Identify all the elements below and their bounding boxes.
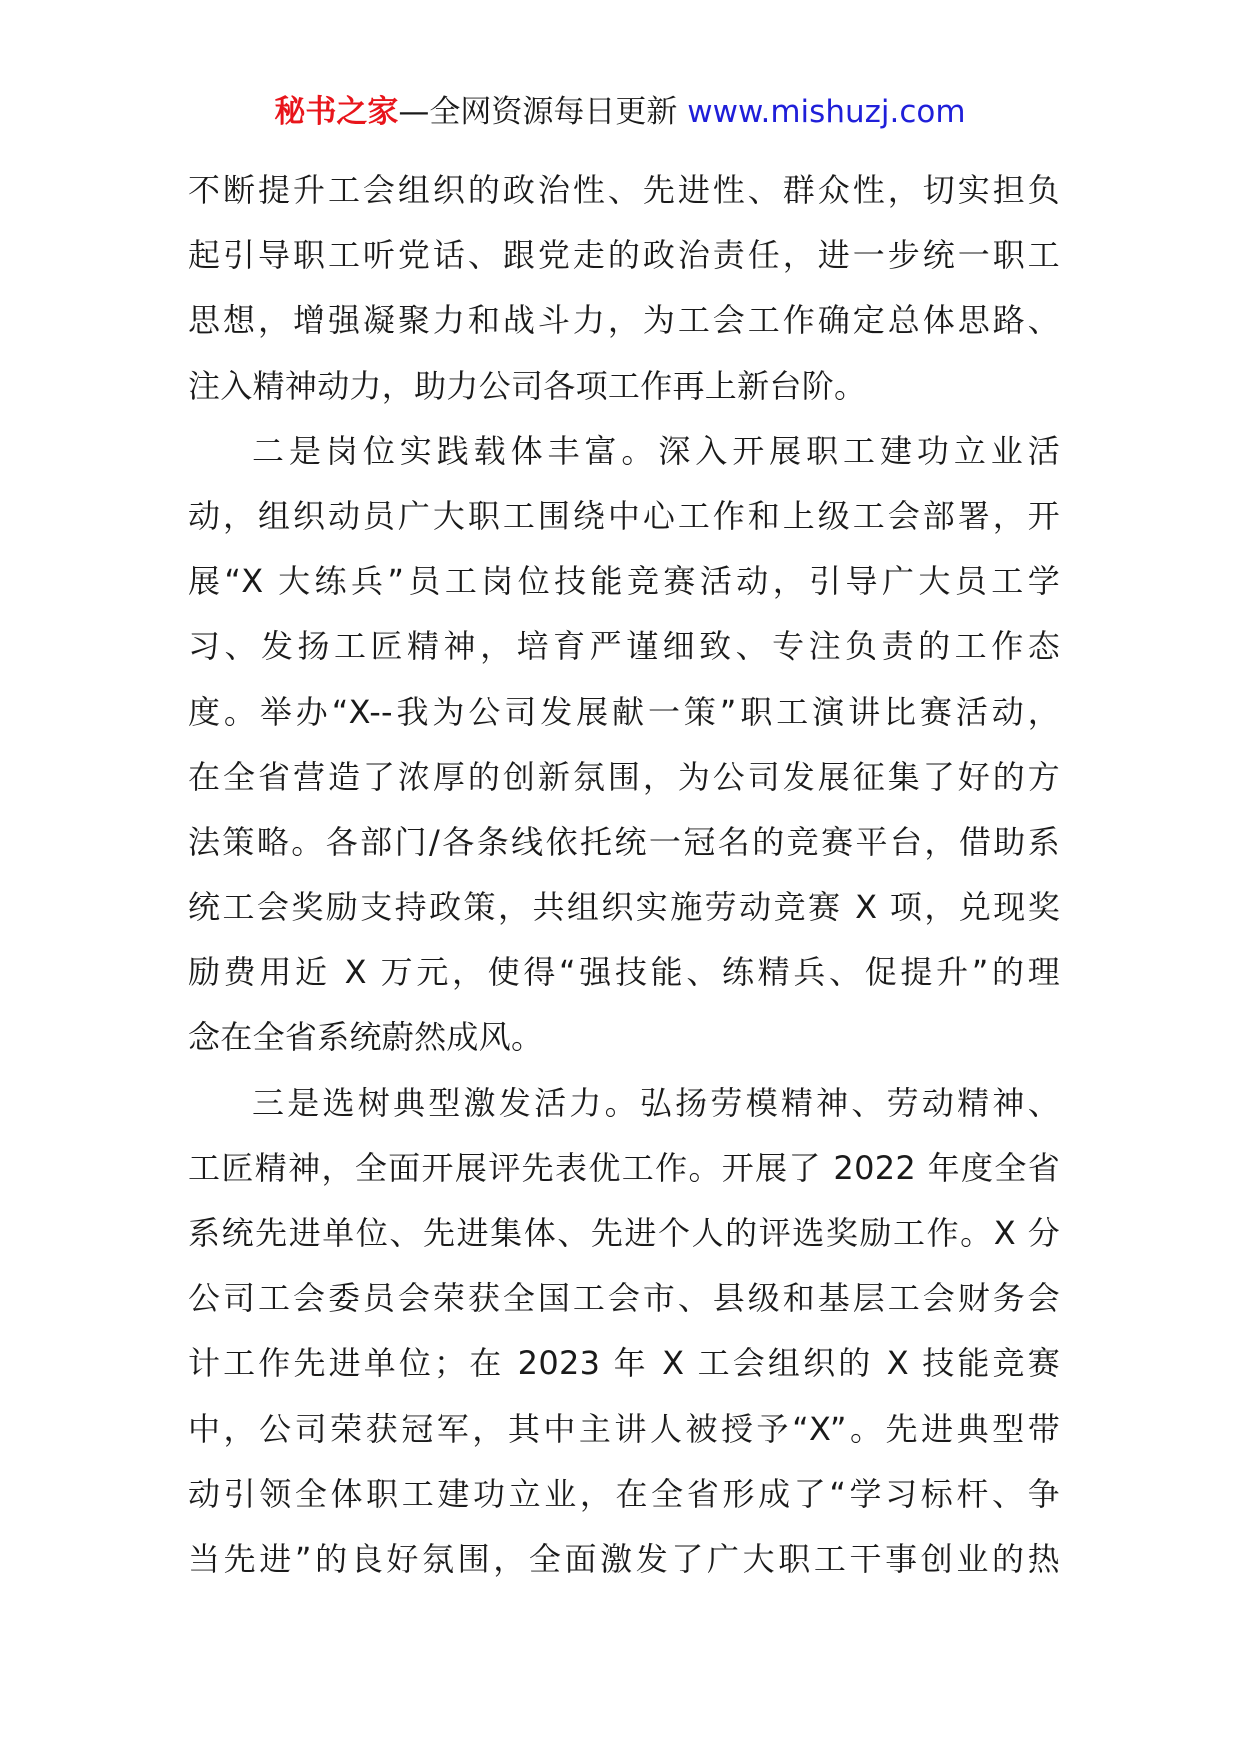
paragraph-start-line: 三是选树典型激发活力。弘扬劳模精神、劳动精神、 (252, 1083, 1060, 1122)
text-line: 中，公司荣获冠军，其中主讲人被授予“X”。先进典型带 (188, 1409, 1060, 1448)
text-line: 公司工会委员会荣获全国工会市、县级和基层工会财务会 (188, 1279, 1060, 1318)
text-line: 度。举办“X--我为公司发展献一策”职工演讲比赛活动， (188, 692, 1060, 731)
text-line: 念在全省系统蔚然成风。 (188, 1018, 544, 1057)
text-line: 统工会奖励支持政策，共组织实施劳动竞赛 X 项，兑现奖 (188, 888, 1060, 927)
brand-name: 秘书之家 (274, 94, 399, 130)
document-body (188, 158, 1060, 1592)
text-line: 系统先进单位、先进集体、先进个人的评选奖励工作。X 分 (188, 1214, 1060, 1252)
header-tagline: —全网资源每日更新 (398, 94, 688, 130)
page-header (0, 92, 1240, 132)
text-line: 励费用近 X 万元，使得“强技能、练精兵、促提升”的理 (188, 953, 1060, 992)
text-line: 当先进”的良好氛围，全面激发了广大职工干事创业的热 (188, 1539, 1060, 1578)
text-line: 起引导职工听党话、跟党走的政治责任，进一步统一职工 (188, 236, 1060, 275)
text-line: 不断提升工会组织的政治性、先进性、群众性，切实担负 (188, 171, 1060, 209)
text-line: 计工作先进单位；在 2023 年 X 工会组织的 X 技能竞赛 (188, 1344, 1060, 1383)
paragraph-start-line: 二是岗位实践载体丰富。深入开展职工建功立业活 (252, 431, 1060, 470)
text-line: 工匠精神，全面开展评先表优工作。开展了 2022 年度全省 (188, 1148, 1060, 1187)
text-line: 展“X 大练兵”员工岗位技能竞赛活动，引导广大员工学 (188, 562, 1060, 601)
text-line: 习、发扬工匠精神，培育严谨细致、专注负责的工作态 (188, 627, 1060, 666)
text-line: 动，组织动员广大职工围绕中心工作和上级工会部署，开 (188, 496, 1060, 535)
text-line: 动引领全体职工建功立业，在全省形成了“学习标杆、争 (188, 1474, 1060, 1513)
header-url-link[interactable]: www.mishuzj.com (687, 94, 966, 130)
text-line: 注入精神动力，助力公司各项工作再上新台阶。 (188, 366, 867, 405)
text-line: 法策略。各部门/各条线依托统一冠名的竞赛平台，借助系 (188, 822, 1060, 861)
text-line: 在全省营造了浓厚的创新氛围，为公司发展征集了好的方 (188, 757, 1060, 796)
text-line: 思想，增强凝聚力和战斗力，为工会工作确定总体思路、 (188, 301, 1060, 340)
